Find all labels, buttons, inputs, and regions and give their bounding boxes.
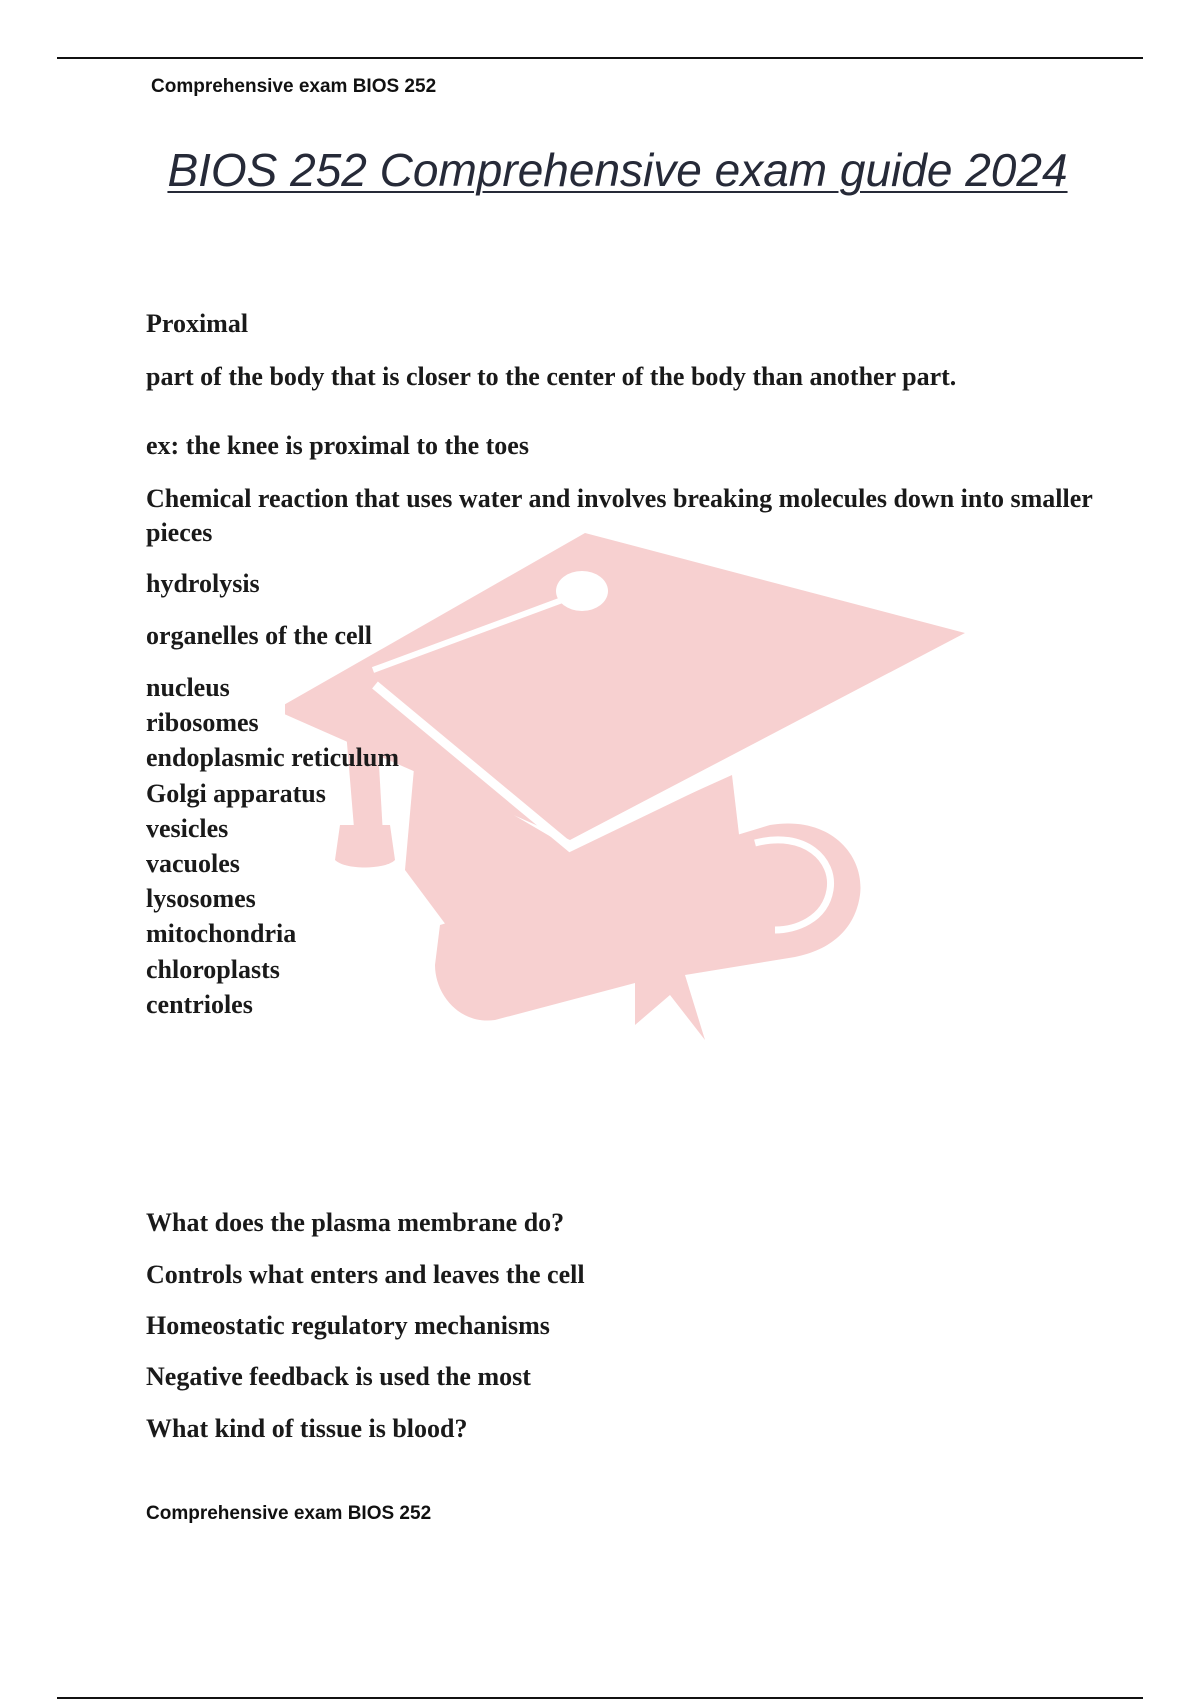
list-item: vacuoles [146,849,240,879]
list-item: lysosomes [146,884,256,914]
question-plasma-membrane: What does the plasma membrane do? [146,1208,565,1237]
list-item: vesicles [146,813,229,843]
document-title: BIOS 252 Comprehensive exam guide 2024 [167,144,1068,196]
list-item: Golgi apparatus [146,778,326,808]
question-blood-tissue: What kind of tissue is blood? [146,1414,468,1443]
bottom-rule [57,1697,1143,1699]
term-proximal: Proximal [146,309,249,338]
list-item: ribosomes [146,708,259,738]
question-organelles: organelles of the cell [146,621,372,650]
list-item: mitochondria [146,919,297,949]
example-proximal: ex: the knee is proximal to the toes [146,431,529,460]
running-footer: Comprehensive exam BIOS 252 [146,1503,432,1524]
answer-plasma-membrane: Controls what enters and leaves the cell [146,1260,585,1289]
answer-homeostatic: Negative feedback is used the most [146,1362,531,1391]
list-item: endoplasmic reticulum [146,743,400,773]
organelle-list [146,670,399,1022]
list-item: centrioles [146,989,253,1019]
top-rule [57,57,1143,59]
list-item: chloroplasts [146,954,280,984]
running-header: Comprehensive exam BIOS 252 [151,76,437,97]
question-hydrolysis: Chemical reaction that uses water and involves breaking molecules down into smaller pieces [146,484,1093,547]
answer-hydrolysis: hydrolysis [146,569,260,598]
definition-proximal: part of the body that is closer to the center of the body than another part. [146,362,957,391]
term-homeostatic: Homeostatic regulatory mechanisms [146,1311,550,1340]
list-item: nucleus [146,673,230,702]
